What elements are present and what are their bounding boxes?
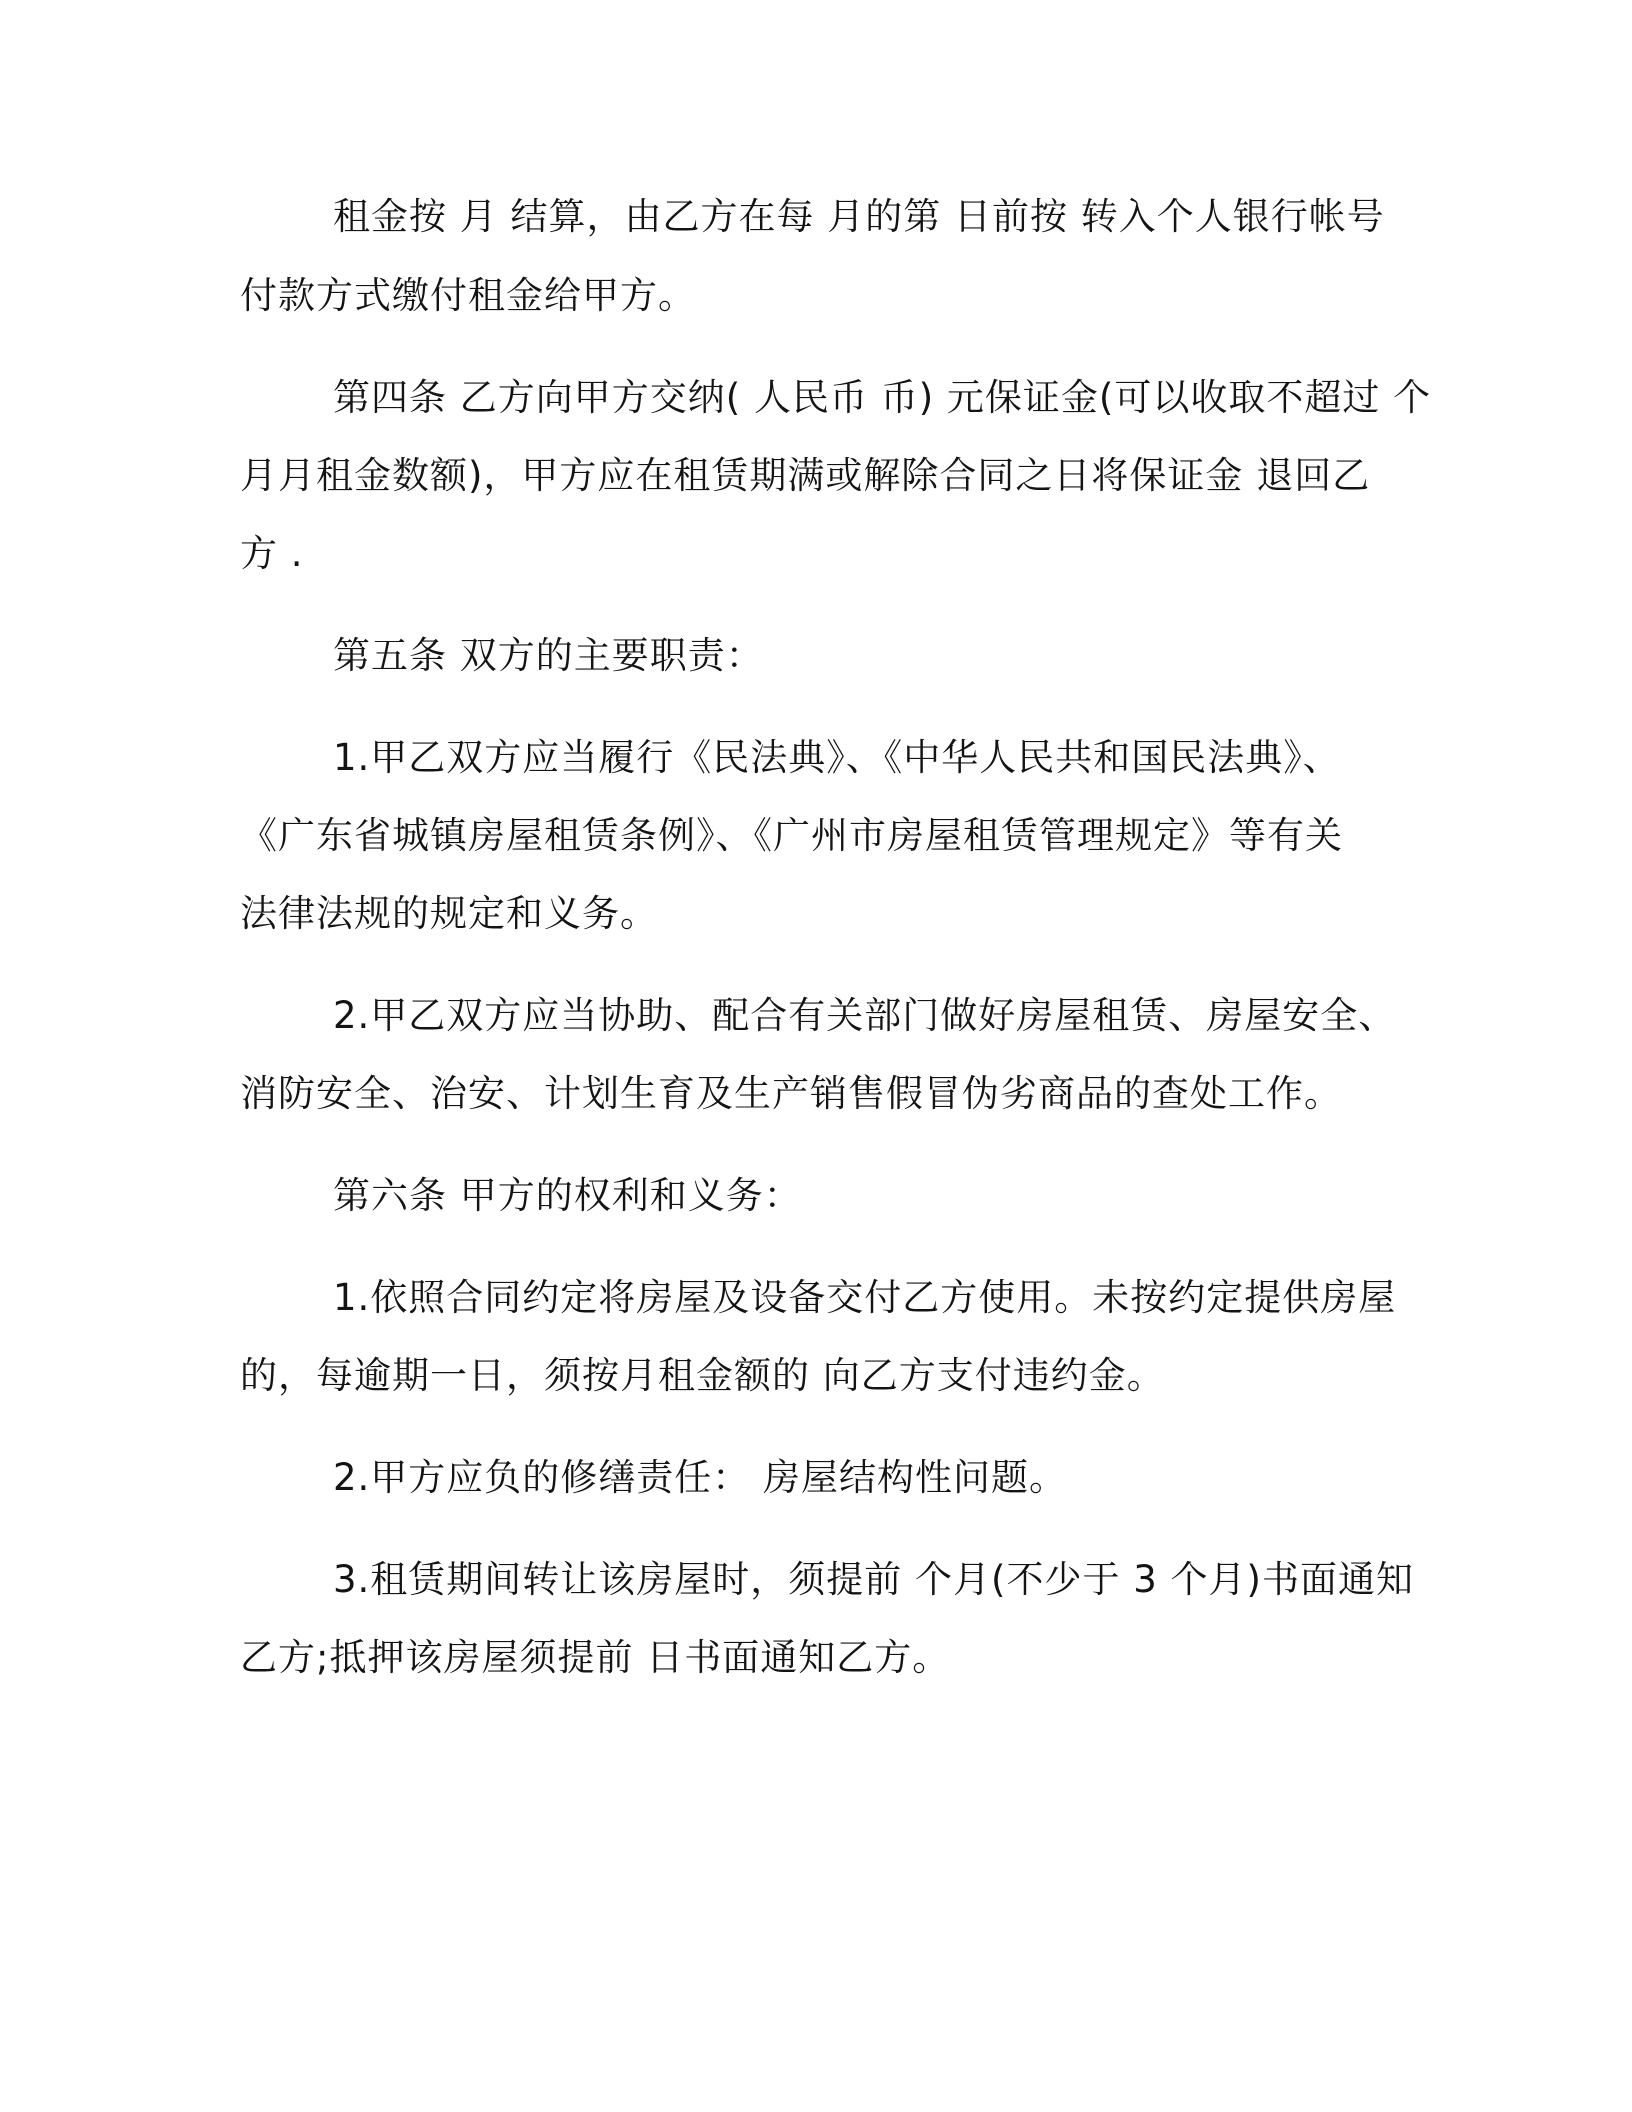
paragraph-line: 方 . [240, 532, 304, 575]
paragraph-line: 《广东省城镇房屋租赁条例》、《广州市房屋租赁管理规定》等有关 [240, 814, 1343, 857]
paragraph-line: 月月租金数额)，甲方应在租赁期满或解除合同之日将保证金 退回乙 [240, 454, 1371, 497]
paragraph-line: 法律法规的规定和义务。 [240, 892, 658, 935]
section-heading: 第六条 甲方的权利和义务： [333, 1174, 802, 1217]
paragraph-line: 的，每逾期一日，须按月租金额的 向乙方支付违约金。 [240, 1354, 1165, 1397]
paragraph-line: 乙方;抵押该房屋须提前 日书面通知乙方。 [240, 1636, 951, 1679]
paragraph-line: 1.甲乙双方应当履行《民法典》、《中华人民共和国民法典》、 [333, 736, 1341, 779]
paragraph-line: 2.甲乙双方应当协助、配合有关部门做好房屋租赁、房屋安全、 [333, 994, 1397, 1037]
paragraph-line: 1.依照合同约定将房屋及设备交付乙方使用。未按约定提供房屋 [333, 1276, 1397, 1319]
section-heading: 第五条 双方的主要职责： [333, 634, 764, 677]
paragraph-line: 付款方式缴付租金给甲方。 [240, 274, 696, 317]
paragraph-line: 3.租赁期间转让该房屋时，须提前 个月(不少于 3 个月)书面通知 [333, 1558, 1414, 1601]
paragraph-line: 租金按 月 结算，由乙方在每 月的第 日前按 转入个人银行帐号 [333, 195, 1385, 238]
paragraph-line: 第四条 乙方向甲方交纳( 人民币 币) 元保证金(可以收取不超过 个 [333, 376, 1432, 419]
paragraph-line: 2.甲方应负的修缮责任： 房屋结构性问题。 [333, 1456, 1068, 1499]
paragraph-line: 消防安全、治安、计划生育及生产销售假冒伪劣商品的查处工作。 [240, 1072, 1342, 1115]
